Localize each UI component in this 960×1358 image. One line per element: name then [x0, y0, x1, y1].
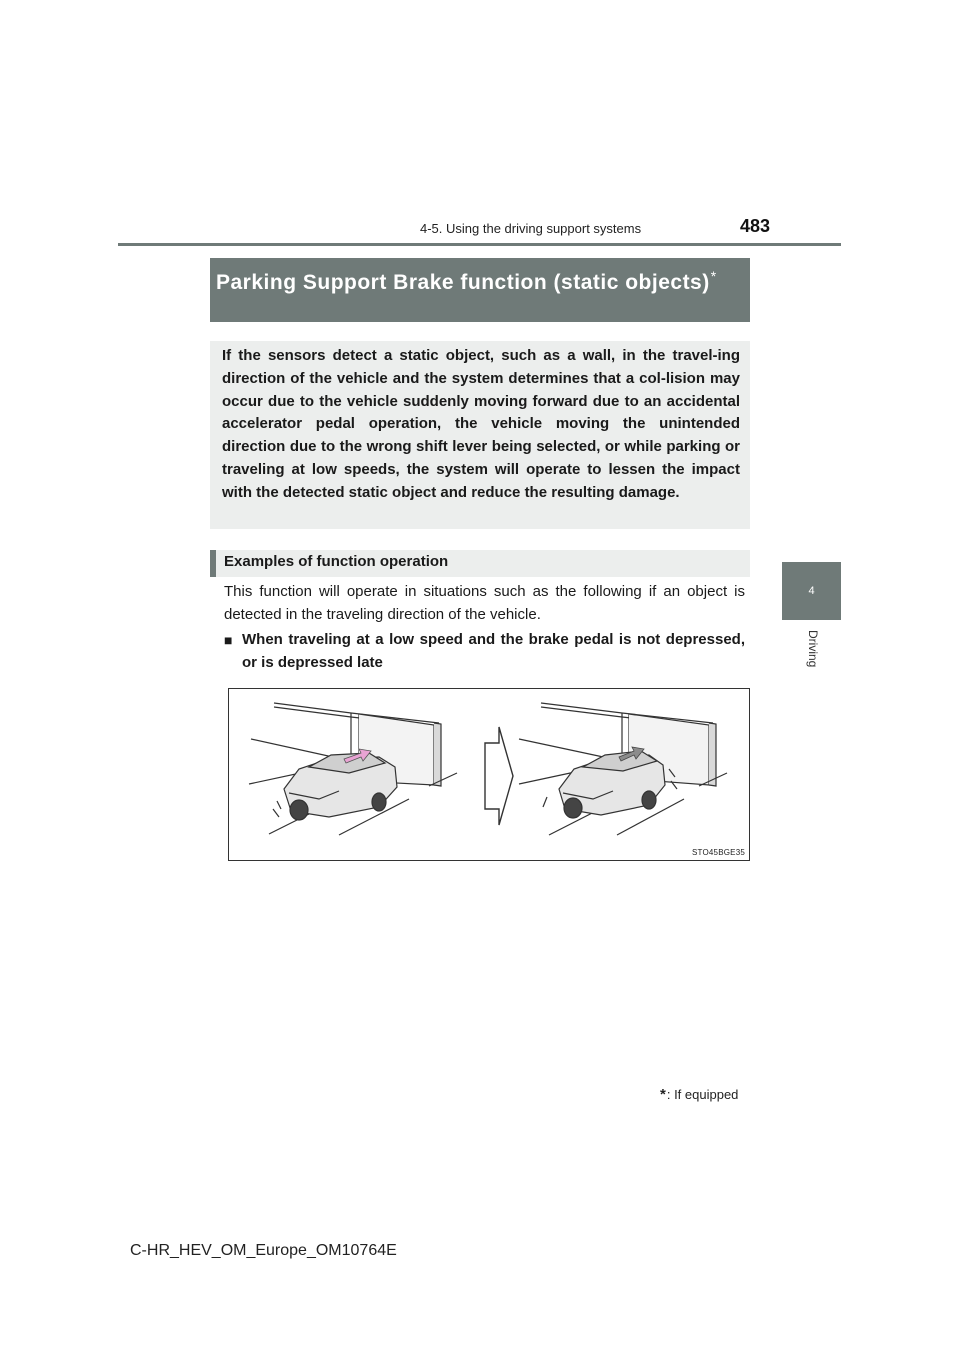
transition-arrow-icon — [485, 727, 513, 825]
illustration-drawing — [229, 689, 750, 861]
section-heading: Examples of function operation — [210, 550, 750, 577]
wall-rail — [541, 703, 713, 723]
bullet-item — [224, 629, 745, 674]
intro-paragraph: If the sensors detect a static object, such as a wall, in the travel-ing direction of the vehicle and the system determines that a col-lision may occur due to the vehicle suddenly moving forward due to an accidental accelerator pedal operation, the vehicle moving the unintended direction due to the wrong shift lever being selected, or while parking or traveling at low speeds, the system will operate to lessen the impact with the detected static object and reduce the resulting damage. — [222, 347, 740, 501]
chapter-tab — [782, 562, 841, 620]
intro-box — [210, 341, 750, 529]
bullet-square-icon: ■ — [224, 632, 233, 648]
wall-rail — [274, 703, 439, 723]
footnote-text: : If equipped — [666, 1087, 739, 1102]
illustration-code: STO45BGE35 — [692, 848, 745, 857]
running-header-section: 4-5. Using the driving support systems — [420, 221, 642, 236]
footnote-star-icon: * — [660, 1086, 666, 1103]
page-title-text: Parking Support Brake function (static objects) — [216, 271, 710, 294]
header-divider — [118, 243, 841, 246]
footnote — [660, 1086, 738, 1103]
scene-after — [519, 703, 727, 835]
page-number: 483 — [740, 216, 771, 236]
scene-before — [249, 703, 457, 835]
page-title — [216, 261, 736, 298]
illustration-figure — [228, 688, 750, 861]
footnote-marker: * — [710, 268, 717, 284]
chapter-number: 4 — [808, 585, 815, 597]
body-paragraph: This function will operate in situations such as the following if an object is detected in the traveling direction of the vehicle. — [224, 583, 745, 623]
chapter-label: Driving — [806, 630, 820, 668]
bullet-text: When traveling at a low speed and the brake pedal is not depressed, or is depressed late — [242, 631, 745, 671]
document-id: C-HR_HEV_OM_Europe_OM10764E — [130, 1242, 397, 1259]
title-banner — [210, 258, 750, 322]
